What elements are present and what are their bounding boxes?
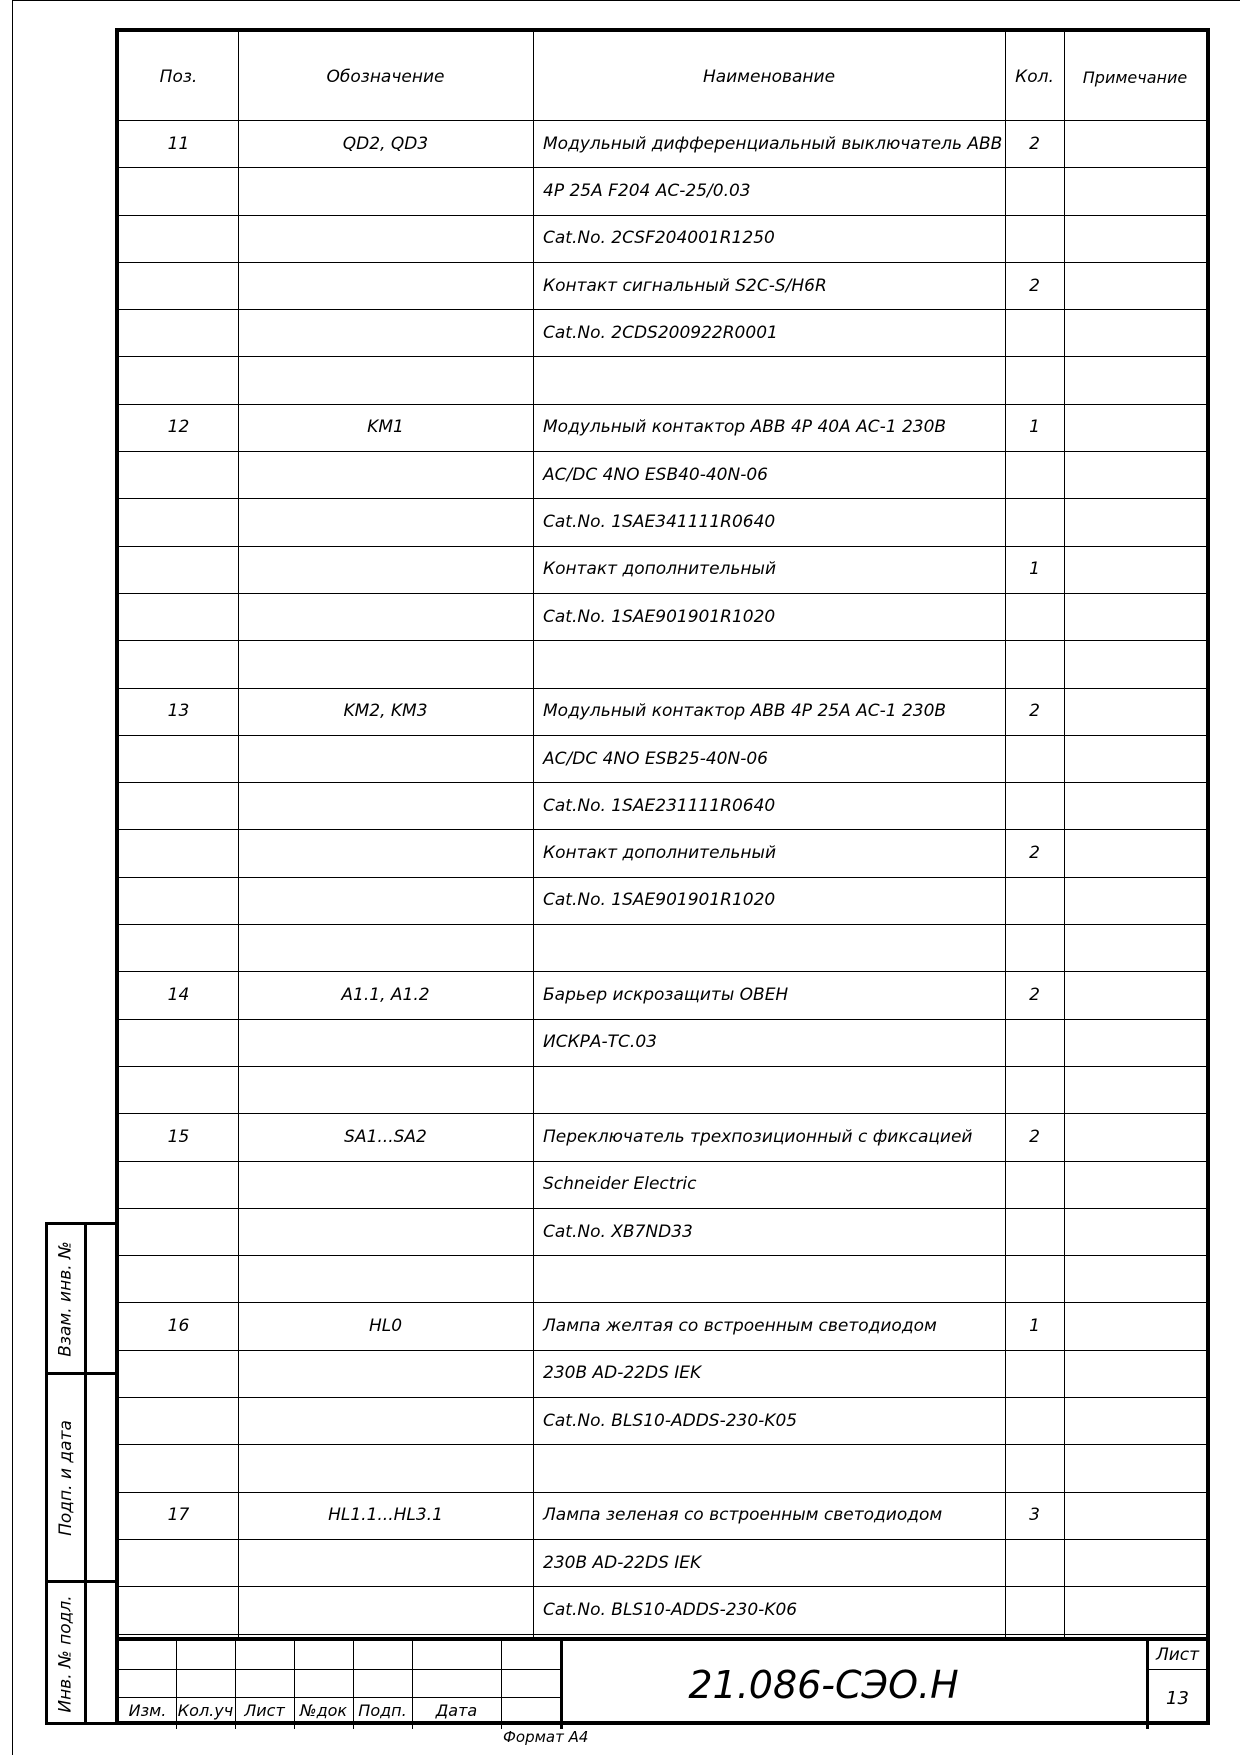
row-note	[1064, 1208, 1206, 1255]
row-name	[533, 1066, 1005, 1113]
row-qty	[1005, 1208, 1064, 1255]
row-name: Cat.No. 1SAE341111R0640	[543, 512, 776, 533]
row-pos	[119, 309, 238, 356]
tb-hline	[1146, 1669, 1206, 1670]
header-name: Наименование	[702, 67, 836, 87]
row-qty	[1005, 1019, 1064, 1066]
table-row	[119, 404, 1206, 451]
row-designation	[238, 1161, 533, 1208]
row-note	[1064, 1255, 1206, 1302]
row-note	[1064, 1492, 1206, 1539]
table-row	[119, 1350, 1206, 1397]
row-pos: 12	[167, 417, 190, 438]
table-row	[119, 498, 1206, 545]
side-stamp	[45, 1222, 119, 1725]
row-pos	[119, 1066, 238, 1113]
row-pos	[119, 1444, 238, 1491]
row-qty	[1005, 877, 1064, 924]
row-qty	[1005, 1066, 1064, 1113]
row-designation	[238, 877, 533, 924]
row-designation: HL0	[368, 1316, 403, 1337]
row-designation	[238, 640, 533, 687]
spec-sheet-frame	[115, 28, 1210, 1725]
row-pos	[119, 357, 238, 404]
row-qty: 2	[1029, 701, 1040, 722]
row-name: AC/DC 4NO ESB25-40N-06	[543, 748, 768, 769]
row-qty	[1005, 357, 1064, 404]
table-row	[119, 1539, 1206, 1586]
row-note	[1064, 593, 1206, 640]
table-row	[119, 782, 1206, 829]
row-note	[1064, 1066, 1206, 1113]
row-qty	[1005, 309, 1064, 356]
table-row	[119, 357, 1206, 404]
table-row	[119, 1019, 1206, 1066]
row-designation: SA1...SA2	[344, 1126, 427, 1147]
row-pos	[119, 593, 238, 640]
row-designation	[238, 1350, 533, 1397]
tb-izm: Изм.	[128, 1701, 167, 1720]
row-note	[1064, 546, 1206, 593]
row-pos	[119, 262, 238, 309]
row-designation	[238, 167, 533, 214]
row-name: 230В AD-22DS IEK	[543, 1552, 702, 1573]
row-designation	[238, 782, 533, 829]
row-pos	[119, 215, 238, 262]
side-label-inv-podl	[48, 1583, 87, 1725]
row-pos	[119, 782, 238, 829]
row-pos: 13	[167, 701, 190, 722]
row-qty	[1005, 1397, 1064, 1444]
row-note	[1064, 1019, 1206, 1066]
row-pos: 11	[167, 133, 190, 154]
tb-podp: Подп.	[358, 1701, 407, 1720]
table-row	[119, 971, 1206, 1018]
row-note	[1064, 1161, 1206, 1208]
row-designation	[238, 1255, 533, 1302]
row-designation	[238, 593, 533, 640]
row-name	[533, 924, 1005, 971]
row-note	[1064, 357, 1206, 404]
row-qty	[1005, 167, 1064, 214]
row-name	[533, 1444, 1005, 1491]
row-qty: 2	[1029, 985, 1040, 1006]
row-pos	[119, 735, 238, 782]
row-qty	[1005, 1161, 1064, 1208]
title-block	[119, 1637, 1206, 1725]
sheet-label: Лист	[1155, 1645, 1200, 1665]
row-qty: 1	[1029, 417, 1040, 438]
row-designation: QD2, QD3	[342, 133, 429, 154]
row-name: Лампа желтая со встроенным светодиодом	[543, 1316, 937, 1337]
row-qty	[1005, 1444, 1064, 1491]
row-name: Барьер искрозащиты ОВЕН	[543, 985, 789, 1006]
row-note	[1064, 877, 1206, 924]
table-row	[119, 262, 1206, 309]
table-row	[119, 688, 1206, 735]
table-row	[119, 120, 1206, 167]
row-qty	[1005, 782, 1064, 829]
row-name: Cat.No. XB7ND33	[543, 1221, 693, 1242]
row-designation	[238, 1066, 533, 1113]
row-qty	[1005, 1539, 1064, 1586]
table-row	[119, 1208, 1206, 1255]
row-name: Cat.No. 2CSF204001R1250	[543, 228, 775, 249]
row-pos	[119, 924, 238, 971]
row-pos	[119, 877, 238, 924]
row-pos	[119, 1208, 238, 1255]
row-name: Контакт дополнительный	[543, 559, 777, 580]
row-note	[1064, 924, 1206, 971]
row-designation	[238, 924, 533, 971]
table-row	[119, 735, 1206, 782]
row-pos	[119, 546, 238, 593]
row-name: AC/DC 4NO ESB40-40N-06	[543, 464, 768, 485]
row-designation	[238, 1397, 533, 1444]
row-qty: 2	[1029, 843, 1040, 864]
table-row	[119, 924, 1206, 971]
row-pos	[119, 498, 238, 545]
table-row	[119, 546, 1206, 593]
row-qty: 3	[1029, 1505, 1040, 1526]
row-pos: 17	[167, 1505, 190, 1526]
table-row	[119, 830, 1206, 877]
row-name: Контакт сигнальный S2C-S/H6R	[543, 275, 827, 296]
row-designation	[238, 215, 533, 262]
side-text-podp-data: Подп. и дата	[56, 1420, 76, 1536]
row-pos: 15	[167, 1126, 190, 1147]
row-pos	[119, 1255, 238, 1302]
table-row	[119, 215, 1206, 262]
row-designation	[238, 309, 533, 356]
row-name: Schneider Electric	[543, 1174, 697, 1195]
table-row	[119, 167, 1206, 214]
row-note	[1064, 309, 1206, 356]
document-code: 21.086-СЭО.Н	[688, 1663, 959, 1707]
side-text-inv-podl: Инв. № подл.	[56, 1595, 77, 1713]
row-pos	[119, 451, 238, 498]
row-name: Cat.No. 1SAE901901R1020	[543, 890, 776, 911]
header-qty: Кол.	[1015, 67, 1054, 87]
table-row	[119, 1444, 1206, 1491]
row-designation	[238, 262, 533, 309]
row-note	[1064, 215, 1206, 262]
row-designation	[238, 830, 533, 877]
side-label-podp-data	[48, 1375, 87, 1581]
row-designation: KM2, KM3	[343, 701, 428, 722]
row-note	[1064, 971, 1206, 1018]
row-pos: 16	[167, 1316, 190, 1337]
tb-data: Дата	[435, 1701, 478, 1720]
row-note	[1064, 782, 1206, 829]
row-note	[1064, 404, 1206, 451]
tb-kol-uch: Кол.уч	[177, 1701, 234, 1720]
sheet-number: 13	[1166, 1687, 1189, 1709]
side-text-vzam-inv: Взам. инв. №	[56, 1240, 76, 1357]
table-row	[119, 1586, 1206, 1633]
row-note	[1064, 262, 1206, 309]
tb-n-dok: №док	[299, 1701, 348, 1720]
row-qty	[1005, 451, 1064, 498]
header-designation: Обозначение	[326, 67, 445, 87]
row-note	[1064, 120, 1206, 167]
table-row	[119, 1066, 1206, 1113]
row-pos	[119, 1539, 238, 1586]
row-note	[1064, 735, 1206, 782]
tb-list: Лист	[244, 1701, 285, 1720]
row-designation	[238, 1208, 533, 1255]
row-note	[1064, 640, 1206, 687]
table-row	[119, 1113, 1206, 1160]
row-qty	[1005, 1255, 1064, 1302]
row-name: Cat.No. 1SAE901901R1020	[543, 606, 776, 627]
row-name: Контакт дополнительный	[543, 843, 777, 864]
row-qty: 2	[1029, 133, 1040, 154]
row-name: ИСКРА-ТС.03	[543, 1032, 657, 1053]
row-qty	[1005, 735, 1064, 782]
row-designation	[238, 546, 533, 593]
table-row	[119, 451, 1206, 498]
row-note	[1064, 1444, 1206, 1491]
row-note	[1064, 830, 1206, 877]
row-designation	[238, 1444, 533, 1491]
row-note	[1064, 1113, 1206, 1160]
table-row	[119, 877, 1206, 924]
row-designation: A1.1, A1.2	[341, 985, 430, 1006]
row-note	[1064, 451, 1206, 498]
row-pos	[119, 1019, 238, 1066]
row-designation	[238, 357, 533, 404]
row-qty	[1005, 640, 1064, 687]
row-note	[1064, 498, 1206, 545]
row-pos	[119, 830, 238, 877]
row-name	[533, 357, 1005, 404]
row-qty: 1	[1029, 559, 1040, 580]
row-designation	[238, 451, 533, 498]
row-pos	[119, 1397, 238, 1444]
row-divider	[119, 1634, 1206, 1635]
row-name: Модульный дифференциальный выключатель ABB	[543, 133, 1003, 154]
row-pos: 14	[167, 985, 190, 1006]
row-pos	[119, 1586, 238, 1633]
row-name: Cat.No. BLS10-ADDS-230-K06	[543, 1599, 798, 1620]
header-pos: Поз.	[159, 67, 198, 87]
row-designation: KM1	[367, 417, 404, 438]
row-designation	[238, 1586, 533, 1633]
table-row	[119, 309, 1206, 356]
row-name: Модульный контактор ABB 4P 40A AC-1 230В	[543, 417, 947, 438]
row-note	[1064, 1350, 1206, 1397]
table-row	[119, 1397, 1206, 1444]
row-note	[1064, 1397, 1206, 1444]
table-row	[119, 1255, 1206, 1302]
format-label: Формат A4	[503, 1728, 589, 1746]
row-name: Переключатель трехпозиционный с фиксацией	[543, 1126, 973, 1147]
row-qty	[1005, 593, 1064, 640]
row-name: Cat.No. 1SAE231111R0640	[543, 795, 776, 816]
row-qty	[1005, 215, 1064, 262]
table-row	[119, 1492, 1206, 1539]
header-note: Примечание	[1082, 67, 1188, 87]
row-designation	[238, 735, 533, 782]
row-name: Cat.No. 2CDS200922R0001	[543, 322, 778, 343]
row-qty	[1005, 498, 1064, 545]
row-name: Модульный контактор ABB 4P 25A AC-1 230В	[543, 701, 947, 722]
table-row	[119, 640, 1206, 687]
row-name: Лампа зеленая со встроенным светодиодом	[543, 1505, 943, 1526]
row-name	[533, 640, 1005, 687]
tb-hline	[119, 1669, 560, 1670]
row-name	[533, 1255, 1005, 1302]
table-row	[119, 593, 1206, 640]
row-qty: 1	[1029, 1316, 1040, 1337]
row-designation	[238, 498, 533, 545]
row-qty	[1005, 1350, 1064, 1397]
row-pos	[119, 1350, 238, 1397]
row-pos	[119, 1161, 238, 1208]
row-designation: HL1.1...HL3.1	[328, 1505, 443, 1526]
row-pos	[119, 167, 238, 214]
row-note	[1064, 1539, 1206, 1586]
row-name: 4P 25A F204 AC-25/0.03	[543, 180, 751, 201]
row-note	[1064, 167, 1206, 214]
row-qty	[1005, 924, 1064, 971]
row-note	[1064, 1586, 1206, 1633]
side-label-vzam-inv	[48, 1225, 87, 1372]
row-name: 230В AD-22DS IEK	[543, 1363, 702, 1384]
row-note	[1064, 688, 1206, 735]
row-qty: 2	[1029, 1126, 1040, 1147]
table-row	[119, 1161, 1206, 1208]
row-qty	[1005, 1586, 1064, 1633]
row-pos	[119, 640, 238, 687]
row-designation	[238, 1539, 533, 1586]
table-row	[119, 1303, 1206, 1350]
row-qty: 2	[1029, 275, 1040, 296]
row-note	[1064, 1303, 1206, 1350]
row-name: Cat.No. BLS10-ADDS-230-K05	[543, 1410, 798, 1431]
row-designation	[238, 1019, 533, 1066]
spec-table	[119, 32, 1206, 1637]
